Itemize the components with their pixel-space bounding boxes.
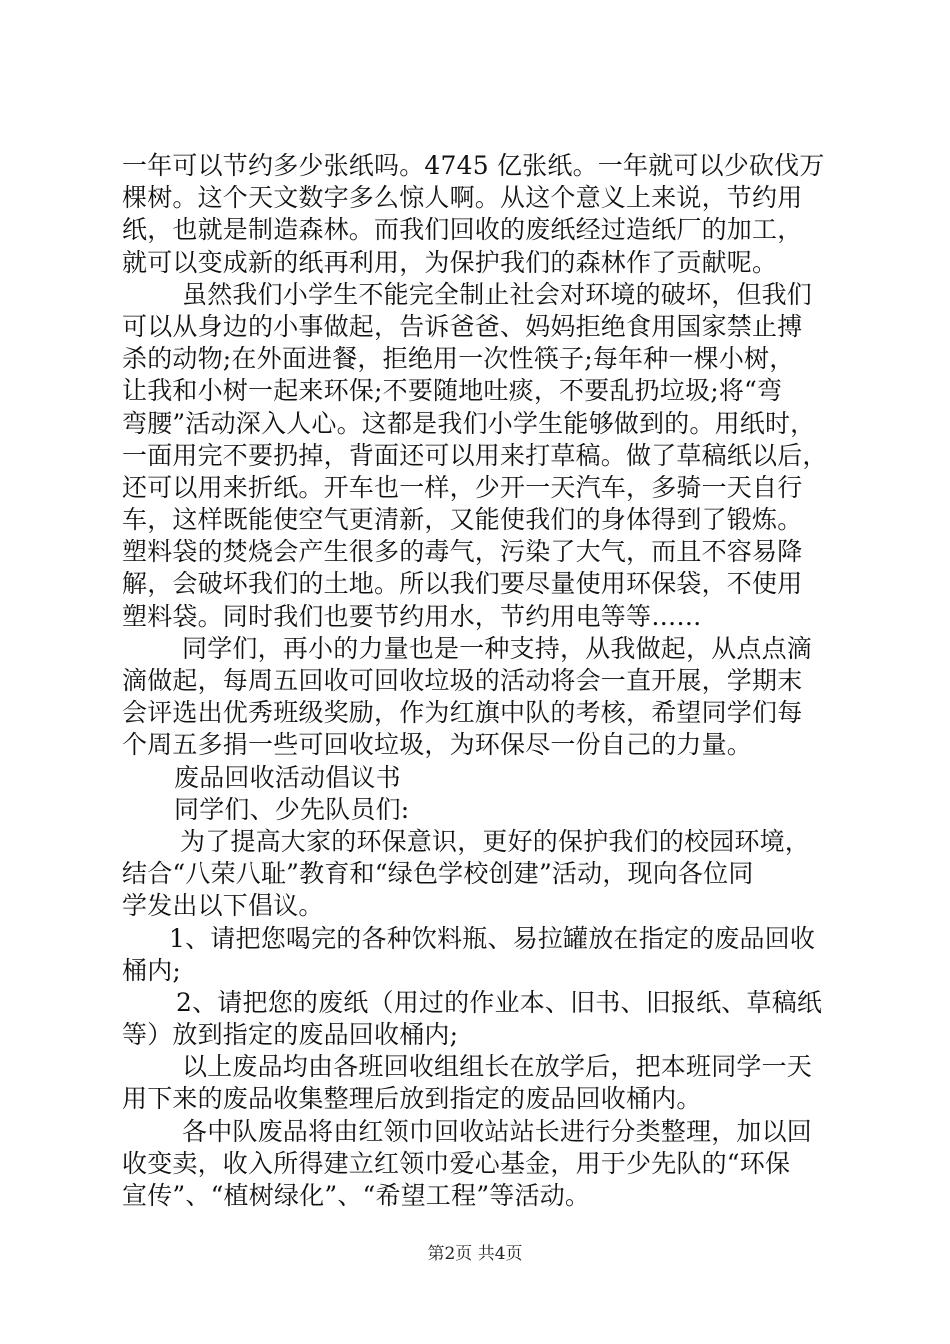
text-line: 一年可以节约多少张纸吗。4745 亿张纸。一年就可以少砍伐万 (122, 151, 825, 180)
document-body (122, 150, 842, 1212)
text-line: 弯腰”活动深入人心。这都是我们小学生能够做到的。用纸时， (122, 408, 816, 438)
paragraph-start-line: 虽然我们小学生不能完全制止社会对环境的破坏，但我们 (182, 279, 813, 309)
text-line: 可以从身边的小事做起，告诉爸爸、妈妈拒绝食用国家禁止搏 (122, 311, 803, 341)
text-line: 用下来的废品收集整理后放到指定的废品回收桶内。 (122, 1084, 702, 1114)
list-item-2: 2、请把您的废纸（用过的作业本、旧书、旧报纸、草稿纸 (176, 987, 823, 1017)
paragraph-start-line: 各中队废品将由红领巾回收站站长进行分类整理，加以回 (182, 1116, 813, 1146)
page-number-footer: 第2页 共4页 (427, 1244, 523, 1264)
text-line: 塑料袋。同时我们也要节约用水，节约用电等等…… (122, 601, 702, 631)
list-item-1: 1、请把您喝完的各种饮料瓶、易拉罐放在指定的废品回收 (169, 923, 816, 953)
text-line: 结合“八荣八耻”教育和“绿色学校创建”活动，现向各位同 (122, 859, 754, 889)
text-line: 解，会破坏我们的土地。所以我们要尽量使用环保袋，不使用 (122, 569, 803, 599)
text-line: 纸，也就是制造森林。而我们回收的废纸经过造纸厂的加工， (122, 215, 803, 245)
text-line: 会评选出优秀班级奖励，作为红旗中队的考核，希望同学们每 (122, 698, 803, 728)
salutation: 同学们、少先队员们: (174, 794, 410, 824)
paragraph-start-line: 以上废品均由各班回收组组长在放学后，把本班同学一天 (182, 1052, 813, 1082)
paragraph-start-line: 同学们，再小的力量也是一种支持，从我做起，从点点滴 (182, 633, 813, 663)
text-line: 就可以变成新的纸再利用，为保护我们的森林作了贡献呢。 (122, 247, 778, 277)
text-line: 宣传”、“植树绿化”、“希望工程”等活动。 (122, 1181, 591, 1210)
text-line: 收变卖，收入所得建立红领巾爱心基金，用于少先队的“环保 (122, 1148, 791, 1178)
text-line: 让我和小树一起来环保;不要随地吐痰，不要乱扔垃圾;将“弯 (122, 376, 783, 406)
text-line: 个周五多捐一些可回收垃圾，为环保尽一份自己的力量。 (122, 730, 753, 760)
text-line: 等）放到指定的废品回收桶内; (122, 1020, 459, 1050)
text-line: 学发出以下倡议。 (122, 891, 324, 921)
text-line: 车，这样既能使空气更清新，又能使我们的身体得到了锻炼。 (122, 505, 803, 535)
text-line: 还可以用来折纸。开车也一样，少开一天汽车，多骑一天自行 (122, 472, 803, 502)
text-line: 一面用完不要扔掉，背面还可以用来打草稿。做了草稿纸以后， (122, 440, 828, 470)
text-line: 棵树。这个天文数字多么惊人啊。从这个意义上来说，节约用 (122, 183, 803, 213)
text-line: 塑料袋的焚烧会产生很多的毒气，污染了大气，而且不容易降 (122, 537, 803, 567)
text-line: 滴做起，每周五回收可回收垃圾的活动将会一直开展，学期末 (122, 666, 803, 695)
text-line: 杀的动物;在外面进餐，拒绝用一次性筷子;每年种一棵小树， (122, 344, 795, 374)
section-title: 废品回收活动倡议书 (174, 762, 401, 792)
text-line: 桶内; (122, 955, 182, 985)
paragraph-start-line: 为了提高大家的环保意识，更好的保护我们的校园环境， (180, 826, 811, 856)
